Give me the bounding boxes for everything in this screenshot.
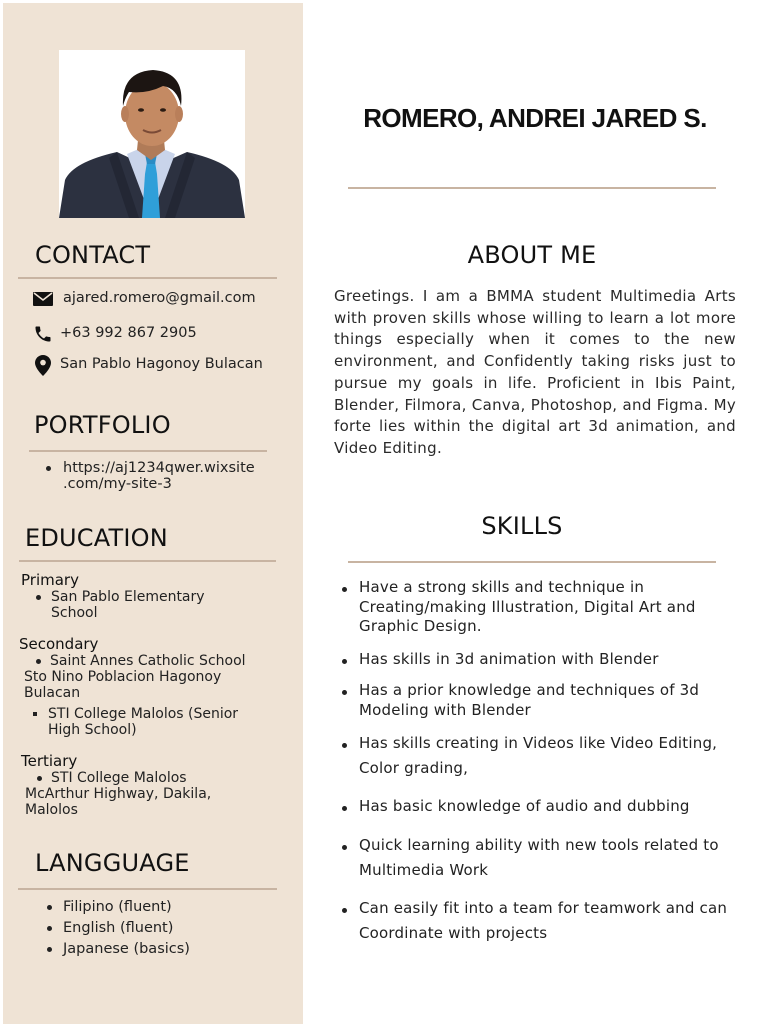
skill-item: Has basic knowledge of audio and dubbing xyxy=(359,797,690,815)
skill-item: Quick learning ability with new tools related to Multimedia Work xyxy=(359,836,719,879)
bullet xyxy=(46,466,51,471)
divider xyxy=(19,560,276,562)
education-primary-label: Primary xyxy=(21,571,79,589)
bullet xyxy=(342,806,347,811)
education-secondary-label: Secondary xyxy=(19,635,99,653)
envelope-icon xyxy=(33,292,53,306)
portfolio-link-line-2[interactable]: .com/my-site-3 xyxy=(63,476,172,492)
person-name: ROMERO, ANDREI JARED S. xyxy=(363,103,707,133)
contact-address: San Pablo Hagonoy Bulacan xyxy=(60,356,263,372)
bullet xyxy=(47,947,52,952)
bullet xyxy=(342,743,347,748)
primary-school-line-2: School xyxy=(51,605,98,621)
phone-icon xyxy=(33,324,53,344)
about-text: Greetings. I am a BMMA student Multimedia Arts with proven skills whose willing to learn a lot more things especially when it comes to the new environment, and Confidently taking risks just to pursue my goals in life. Proficient in Ibis Paint, Blender, Filmora, Canva, Photoshop, and Figma. My forte lies within the digital art 3d animation, and Video Editing. xyxy=(334,287,736,457)
bullet xyxy=(33,712,37,716)
skill-item: Have a strong skills and technique in Creating/making Illustration, Digital Art and Graphic Design. xyxy=(359,578,696,635)
skill-item: Has skills in 3d animation with Blender xyxy=(359,650,659,668)
bullet xyxy=(36,595,41,600)
profile-photo xyxy=(59,50,245,218)
divider xyxy=(18,277,277,279)
about-heading: ABOUT ME xyxy=(467,241,597,269)
secondary-school-1-line-1: Saint Annes Catholic School xyxy=(50,653,246,669)
secondary-school-2-line-2: High School) xyxy=(48,722,137,738)
bullet xyxy=(342,908,347,913)
language-item: Japanese (basics) xyxy=(63,941,190,957)
skill-item: Has skills creating in Videos like Video Editing, Color grading, xyxy=(359,734,718,777)
divider xyxy=(29,450,267,452)
divider xyxy=(348,561,716,563)
portfolio-heading: PORTFOLIO xyxy=(34,411,171,439)
portfolio-link-line-1[interactable]: https://aj1234qwer.wixsite xyxy=(63,460,255,476)
bullet xyxy=(342,659,347,664)
divider xyxy=(18,888,277,890)
bullet xyxy=(342,690,347,695)
skills-heading: SKILLS xyxy=(481,512,563,540)
bullet xyxy=(342,845,347,850)
language-item: English (fluent) xyxy=(63,920,174,936)
tertiary-school-line-2: McArthur Highway, Dakila, xyxy=(25,786,212,802)
contact-phone[interactable]: +63 992 867 2905 xyxy=(60,325,197,341)
primary-school-line-1: San Pablo Elementary xyxy=(51,589,205,605)
divider xyxy=(348,187,716,189)
secondary-school-2-line-1: STI College Malolos (Senior xyxy=(48,706,239,722)
skill-item: Can easily fit into a team for teamwork and can Coordinate with projects xyxy=(359,899,728,942)
bullet xyxy=(47,926,52,931)
bullet xyxy=(342,587,347,592)
bullet xyxy=(47,905,52,910)
education-heading: EDUCATION xyxy=(25,524,168,552)
bullet xyxy=(37,776,42,781)
person-portrait xyxy=(59,50,245,218)
language-item: Filipino (fluent) xyxy=(63,899,172,915)
skill-item: Has a prior knowledge and techniques of 3d Modeling with Blender xyxy=(359,681,700,719)
tertiary-school-line-3: Malolos xyxy=(25,802,78,818)
language-heading: LANGGUAGE xyxy=(35,849,190,877)
secondary-school-1-line-2: Sto Nino Poblacion Hagonoy xyxy=(24,669,222,685)
contact-heading: CONTACT xyxy=(35,241,151,269)
bullet xyxy=(36,659,41,664)
education-tertiary-label: Tertiary xyxy=(21,752,78,770)
secondary-school-1-line-3: Bulacan xyxy=(24,685,81,701)
contact-email[interactable]: ajared.romero@gmail.com xyxy=(63,290,256,306)
tertiary-school-line-1: STI College Malolos xyxy=(51,770,187,786)
location-pin-icon xyxy=(35,355,51,376)
